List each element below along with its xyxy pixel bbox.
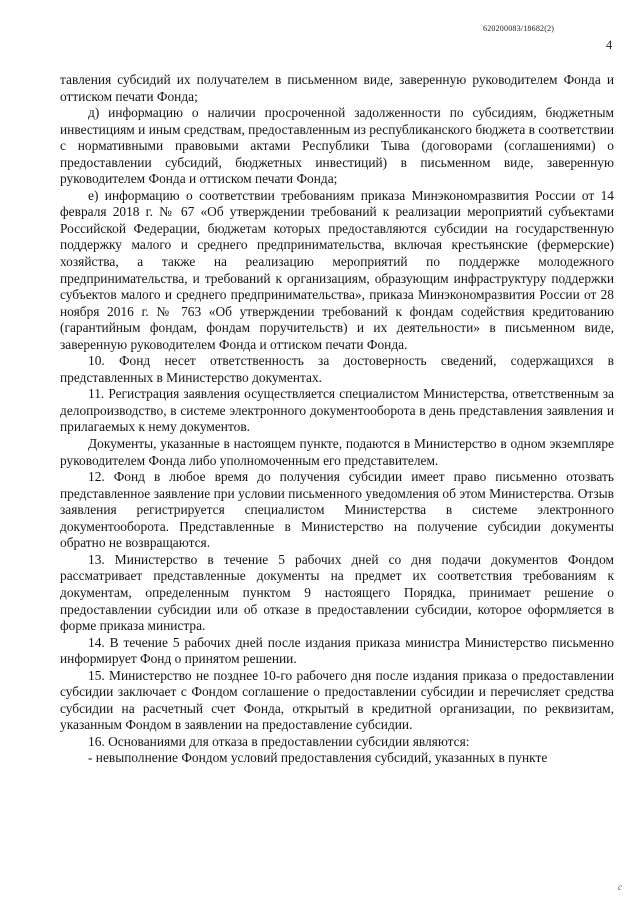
paragraph-16: 16. Основаниями для отказа в предоставлении субсидии являются:	[88, 733, 470, 749]
paragraph-12: 12. Фонд в любое время до получения субсидии имеет право письменно отозвать представленное заявление при условии письменного уведомления об этом Министерства. Отзыв заявления регистрируется специалистом Министерства в системе электронного документооборота. Представленные в Министерство на получение субсидии документы обратно не возвращаются.	[60, 469, 614, 551]
paragraph-15: 15. Министерство не позднее 10-го рабочего дня после издания приказа о предоставлении субсидии заключает с Фондом соглашение о предоставлении субсидии и перечисляет средства субсидии на расчетный счет Фонда, открытый в кредитной организации, по реквизитам, указанным Фондом в заявлении на предоставление субсидии.	[60, 667, 614, 733]
paragraph-11-documents: Документы, указанные в настоящем пункте, подаются в Министерство в одном экземпляре руководителем Фонда либо уполномоченным его представителем.	[60, 436, 614, 468]
paragraph-11: 11. Регистрация заявления осуществляется специалистом Министерства, ответственным за делопроизводство, в системе электронного документооборота в день представления заявления и прилагаемых к нему документов.	[60, 386, 614, 435]
paragraph-item-e: е) информацию о соответствии требованиям приказа Минэкономразвития России от 14 февраля 2018 г. № 67 «Об утверждении требований к реализации мероприятий субъектами Российской Федерации, бюджетам которых предоставляются субсидии на государственную поддержку малого и среднего предпринимательства, включая крестьянские (фермерские) хозяйства, а также на реализацию мероприятий по поддержке молодежного предпринимательства, и требований к организациям, образующим инфраструктуру поддержки субъектов малого и среднего предпринимательства», приказа Минэкономразвития России от 28 ноября 2016 г. № 763 «Об утверждении требований к фондам содействия кредитованию (гарантийным фондам, фондам поручительств) и их деятельности» в письменном виде, заверенную руководителем Фонда и оттиском печати Фонда.	[60, 187, 614, 352]
document-id: 620200083/18682(2)	[483, 24, 555, 33]
paragraph-16-bullet: - невыполнение Фондом условий предоставления субсидий, указанных в пункте	[88, 750, 548, 766]
page-number: 4	[606, 38, 613, 52]
document-body	[60, 72, 614, 767]
corner-mark: с	[618, 882, 622, 892]
paragraph-continuation: тавления субсидий их получателем в письменном виде, заверенную руководителем Фонда и оттиском печати Фонда;	[60, 72, 614, 104]
paragraph-item-d: д) информацию о наличии просроченной задолженности по субсидиям, бюджетным инвестициям и иным средствам, предоставленным из республиканского бюджета в соответствии с нормативными правовыми актами Республики Тыва (договорами (соглашениями) о предоставлении субсидий, бюджетных инвестиций) в письменном виде, заверенную руководителем Фонда и оттиском печати Фонда;	[60, 105, 614, 187]
paragraph-14: 14. В течение 5 рабочих дней после издания приказа министра Министерство письменно информирует Фонд о принятом решении.	[60, 634, 614, 667]
paragraph-10: 10. Фонд несет ответственность за достоверность сведений, содержащихся в представленных в Министерство документах.	[60, 353, 614, 385]
paragraph-13: 13. Министерство в течение 5 рабочих дней со дня подачи документов Фондом рассматривает представленные документы на предмет их соответствия требованиям к документам, определенным пунктом 9 настоящего Порядка, принимает решение о предоставлении субсидии или об отказе в предоставлении субсидии, которое оформляется в форме приказа министра.	[60, 551, 614, 634]
